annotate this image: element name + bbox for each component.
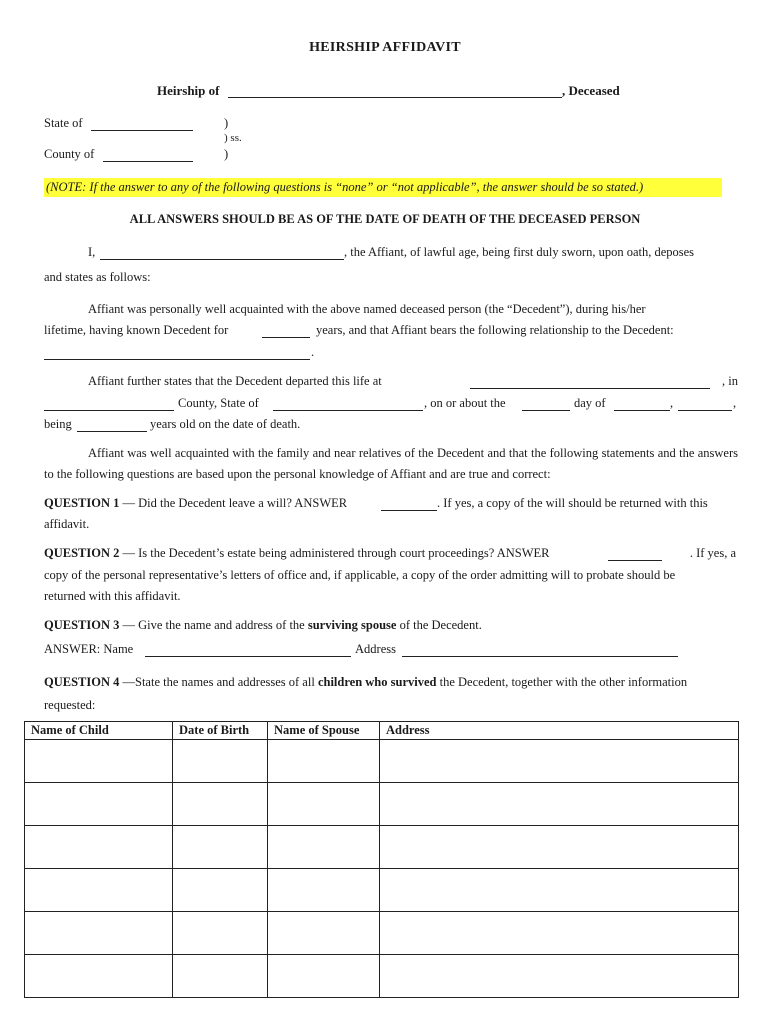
para2-in: , in bbox=[722, 374, 738, 388]
will-answer-field[interactable] bbox=[381, 499, 437, 511]
deceased-label: , Deceased bbox=[562, 83, 620, 98]
child-name-cell[interactable] bbox=[25, 783, 173, 826]
death-day-field[interactable] bbox=[522, 399, 570, 411]
as-of-heading: ALL ANSWERS SHOULD BE AS OF THE DATE OF DEATH OF THE DECEASED PERSON bbox=[129, 212, 641, 226]
question-1 bbox=[44, 496, 347, 511]
question-2 bbox=[44, 546, 549, 561]
child-dob-cell[interactable] bbox=[173, 955, 268, 998]
state-field[interactable] bbox=[91, 119, 193, 131]
question-4-cont: requested: bbox=[44, 698, 96, 712]
death-county-field[interactable] bbox=[44, 399, 174, 411]
court-answer-field[interactable] bbox=[608, 549, 662, 561]
para1-line1: Affiant was personally well acquainted with the above named deceased person (the “Decedent”), during his/her bbox=[88, 302, 646, 316]
child-address-cell[interactable] bbox=[380, 740, 739, 783]
child-address-cell[interactable] bbox=[380, 783, 739, 826]
question-1-cont: affidavit. bbox=[44, 517, 90, 531]
para2-years-old: years old on the date of death. bbox=[150, 417, 301, 431]
question-3-text2: of the Decedent. bbox=[396, 618, 482, 632]
para1-period: . bbox=[311, 345, 315, 359]
child-address-cell[interactable] bbox=[380, 912, 739, 955]
venue-paren-bottom: ) bbox=[224, 147, 229, 161]
age-at-death-field[interactable] bbox=[77, 420, 147, 432]
spouse-name-label: ANSWER: Name bbox=[44, 642, 134, 656]
table-row bbox=[25, 869, 739, 912]
venue-ss: ) ss. bbox=[224, 132, 242, 144]
child-spouse-cell[interactable] bbox=[268, 826, 380, 869]
relationship-field[interactable] bbox=[44, 348, 310, 360]
child-name-cell[interactable] bbox=[25, 912, 173, 955]
affiant-name-field[interactable] bbox=[100, 248, 344, 260]
question-4-text1: —State the names and addresses of all bbox=[119, 675, 318, 689]
county-label: County of bbox=[44, 147, 95, 161]
decedent-name-field[interactable] bbox=[228, 86, 562, 98]
table-row bbox=[25, 783, 739, 826]
death-state-field[interactable] bbox=[273, 399, 423, 411]
table-row bbox=[25, 826, 739, 869]
child-spouse-cell[interactable] bbox=[268, 783, 380, 826]
question-3 bbox=[44, 618, 482, 633]
spouse-address-label: Address bbox=[355, 642, 396, 656]
question-4-bold: children who survived bbox=[317, 675, 437, 689]
child-spouse-cell[interactable] bbox=[268, 740, 380, 783]
para2-dayof-label: day of bbox=[574, 396, 606, 410]
child-address-cell[interactable] bbox=[380, 955, 739, 998]
child-spouse-cell[interactable] bbox=[268, 869, 380, 912]
child-dob-cell[interactable] bbox=[173, 740, 268, 783]
table-row bbox=[25, 740, 739, 783]
child-spouse-cell[interactable] bbox=[268, 912, 380, 955]
table-row bbox=[25, 912, 739, 955]
affiant-intro-text: , the Affiant, of lawful age, being first duly sworn, upon oath, deposes bbox=[344, 245, 695, 259]
para2-about-label: , on or about the bbox=[424, 396, 506, 410]
children-table bbox=[24, 721, 739, 998]
child-name-cell[interactable] bbox=[25, 869, 173, 912]
question-4-text2: the Decedent, together with the other information bbox=[436, 675, 688, 689]
para2-county-label: County, State of bbox=[178, 396, 259, 410]
child-dob-cell[interactable] bbox=[173, 826, 268, 869]
child-name-cell[interactable] bbox=[25, 955, 173, 998]
question-1-label: QUESTION 1 bbox=[44, 496, 120, 510]
child-name-cell[interactable] bbox=[25, 826, 173, 869]
table-row bbox=[25, 955, 739, 998]
para2-comma1: , bbox=[670, 396, 674, 410]
question-2-cont1: copy of the personal representative’s letters of office and, if applicable, a copy of the order admitting will to probate should be bbox=[44, 568, 676, 582]
county-field[interactable] bbox=[103, 150, 193, 162]
question-1-text: — Did the Decedent leave a will? ANSWER bbox=[119, 496, 348, 510]
death-year-field[interactable] bbox=[678, 399, 732, 411]
child-dob-cell[interactable] bbox=[173, 783, 268, 826]
note-highlight: (NOTE: If the answer to any of the following questions is “none” or “not applicable”, the answer should be so stated.) bbox=[44, 178, 722, 197]
spouse-address-field[interactable] bbox=[402, 645, 678, 657]
question-2-label: QUESTION 2 bbox=[44, 546, 120, 560]
page-title: HEIRSHIP AFFIDAVIT bbox=[309, 40, 461, 55]
header-name-of-spouse: Name of Spouse bbox=[268, 722, 380, 740]
affiant-intro-cont: and states as follows: bbox=[44, 270, 151, 284]
question-4 bbox=[44, 675, 738, 690]
years-known-field[interactable] bbox=[262, 326, 310, 338]
question-3-label: QUESTION 3 bbox=[44, 618, 120, 632]
para2-line1: Affiant further states that the Decedent departed this life at bbox=[88, 374, 382, 388]
child-name-cell[interactable] bbox=[25, 740, 173, 783]
place-of-death-field[interactable] bbox=[470, 377, 710, 389]
state-label: State of bbox=[44, 116, 83, 130]
header-date-of-birth: Date of Birth bbox=[173, 722, 268, 740]
para1-known-label: lifetime, having known Decedent for bbox=[44, 323, 229, 337]
question-2-after: . If yes, a bbox=[689, 546, 736, 560]
venue-paren-top: ) bbox=[224, 116, 229, 130]
header-address: Address bbox=[380, 722, 739, 740]
question-2-cont2: returned with this affidavit. bbox=[44, 589, 181, 603]
question-4-label: QUESTION 4 bbox=[44, 675, 120, 689]
para2-comma2: , bbox=[733, 396, 737, 410]
question-1-after: . If yes, a copy of the will should be returned with this bbox=[437, 496, 708, 510]
question-2-text: — Is the Decedent’s estate being administered through court proceedings? ANSWER bbox=[119, 546, 550, 560]
children-table-header bbox=[25, 722, 739, 740]
para1-relationship-label: years, and that Affiant bears the following relationship to the Decedent: bbox=[316, 323, 674, 337]
child-address-cell[interactable] bbox=[380, 826, 739, 869]
para2-being: being bbox=[44, 417, 72, 431]
para3: Affiant was well acquainted with the family and near relatives of the Decedent and that the following statements and the answers to the following questions are based upon the personal knowledge of Affiant and are true and correct: bbox=[44, 446, 738, 481]
child-address-cell[interactable] bbox=[380, 869, 739, 912]
spouse-name-field[interactable] bbox=[145, 645, 351, 657]
child-dob-cell[interactable] bbox=[173, 912, 268, 955]
question-3-text1: — Give the name and address of the bbox=[119, 618, 308, 632]
child-spouse-cell[interactable] bbox=[268, 955, 380, 998]
child-dob-cell[interactable] bbox=[173, 869, 268, 912]
affiant-i: I, bbox=[88, 245, 96, 259]
question-3-bold: surviving spouse bbox=[307, 618, 397, 632]
header-name-of-child: Name of Child bbox=[25, 722, 173, 740]
heirship-label: Heirship of bbox=[157, 83, 220, 98]
death-month-field[interactable] bbox=[614, 399, 670, 411]
